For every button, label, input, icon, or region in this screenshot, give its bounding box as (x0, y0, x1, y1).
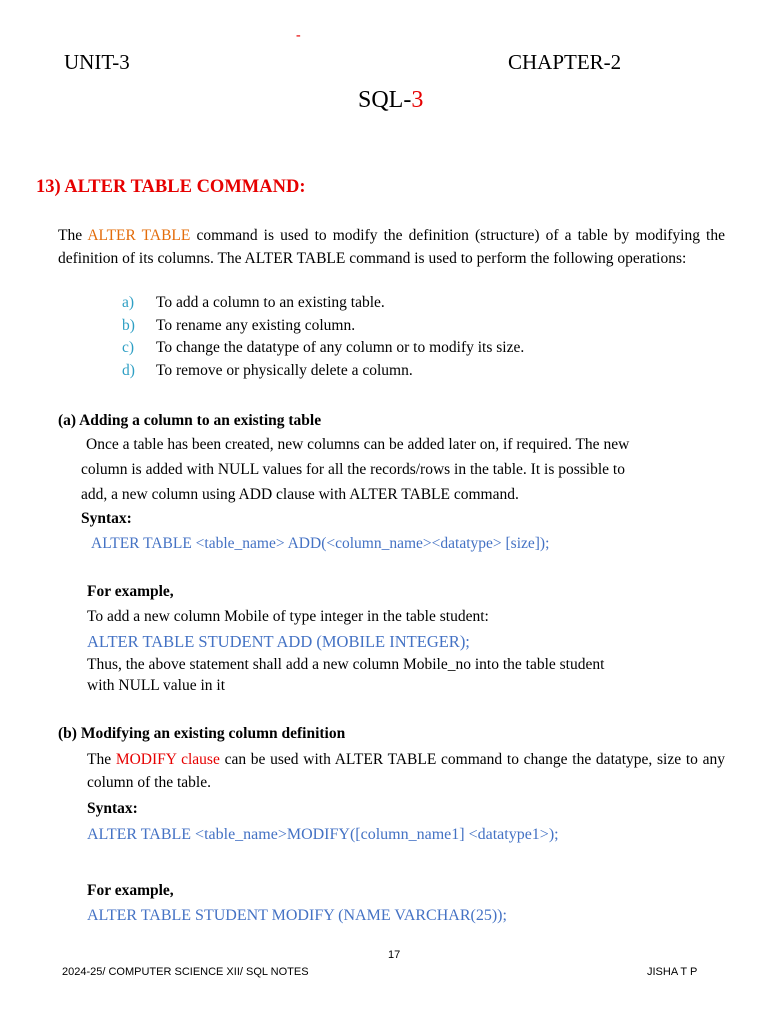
part-b-rest: can be used with ALTER TABLE command to change the datatype, size to any column of the table. (87, 751, 725, 791)
part-b-heading: (b) Modifying an existing column definition (58, 725, 346, 742)
unit-label: UNIT-3 (64, 50, 130, 74)
page-title-prefix: SQL- (358, 87, 412, 113)
part-a-result-line-2: with NULL value in it (87, 677, 226, 694)
page-title (358, 87, 423, 114)
part-b-syntax-label: Syntax: (87, 800, 138, 817)
part-b-syntax: ALTER TABLE <table_name>MODIFY([column_name1] <datatype1>); (87, 826, 559, 843)
list-item: To add a column to an existing table. (156, 294, 385, 311)
page-title-number: 3 (411, 87, 424, 113)
list-marker: b) (122, 317, 135, 334)
list-marker: d) (122, 362, 135, 379)
list-item: To change the datatype of any column or to modify its size. (156, 339, 525, 356)
part-a-line-2: column is added with NULL values for all the records/rows in the table. It is possible to (81, 461, 625, 478)
part-b-the: The (87, 751, 112, 768)
part-a-heading: (a) Adding a column to an existing table (58, 412, 322, 429)
part-a-line-3: add, a new column using ADD clause with ALTER TABLE command. (81, 486, 519, 503)
chapter-label: CHAPTER-2 (508, 50, 622, 74)
intro-the: The (58, 227, 83, 244)
part-b-paragraph (87, 748, 725, 794)
part-a-line-1: Once a table has been created, new columns can be added later on, if required. The new (86, 436, 630, 453)
intro-rest: command is used to modify the definition (structure) of a table by modifying the definition of its columns. The ALTER TABLE command is used to perform the following operations: (58, 227, 725, 267)
part-a-example-desc: To add a new column Mobile of type integer in the table student: (87, 608, 489, 625)
footer-right: JISHA T P (647, 966, 698, 978)
header-mark: - (296, 28, 301, 43)
part-a-example-code: ALTER TABLE STUDENT ADD (MOBILE INTEGER); (87, 632, 470, 651)
intro-keyword: ALTER TABLE (87, 227, 191, 244)
footer-left: 2024-25/ COMPUTER SCIENCE XII/ SQL NOTES (62, 966, 309, 978)
part-a-result-line-1: Thus, the above statement shall add a new column Mobile_no into the table student (87, 656, 605, 673)
section-heading: 13) ALTER TABLE COMMAND: (36, 177, 306, 197)
part-a-syntax-label: Syntax: (81, 510, 132, 527)
list-marker: a) (122, 294, 135, 311)
part-b-example-label: For example, (87, 882, 174, 899)
part-a-syntax: ALTER TABLE <table_name> ADD(<column_name><datatype> [size]); (91, 535, 550, 552)
part-b-keyword: MODIFY clause (115, 751, 220, 768)
list-item: To rename any existing column. (156, 317, 356, 334)
page-number: 17 (388, 949, 401, 961)
intro-paragraph (58, 225, 725, 270)
part-b-example-code: ALTER TABLE STUDENT MODIFY (NAME VARCHAR(25)); (87, 907, 507, 924)
list-item: To remove or physically delete a column. (156, 362, 413, 379)
list-marker: c) (122, 339, 135, 356)
part-a-example-label: For example, (87, 583, 174, 600)
